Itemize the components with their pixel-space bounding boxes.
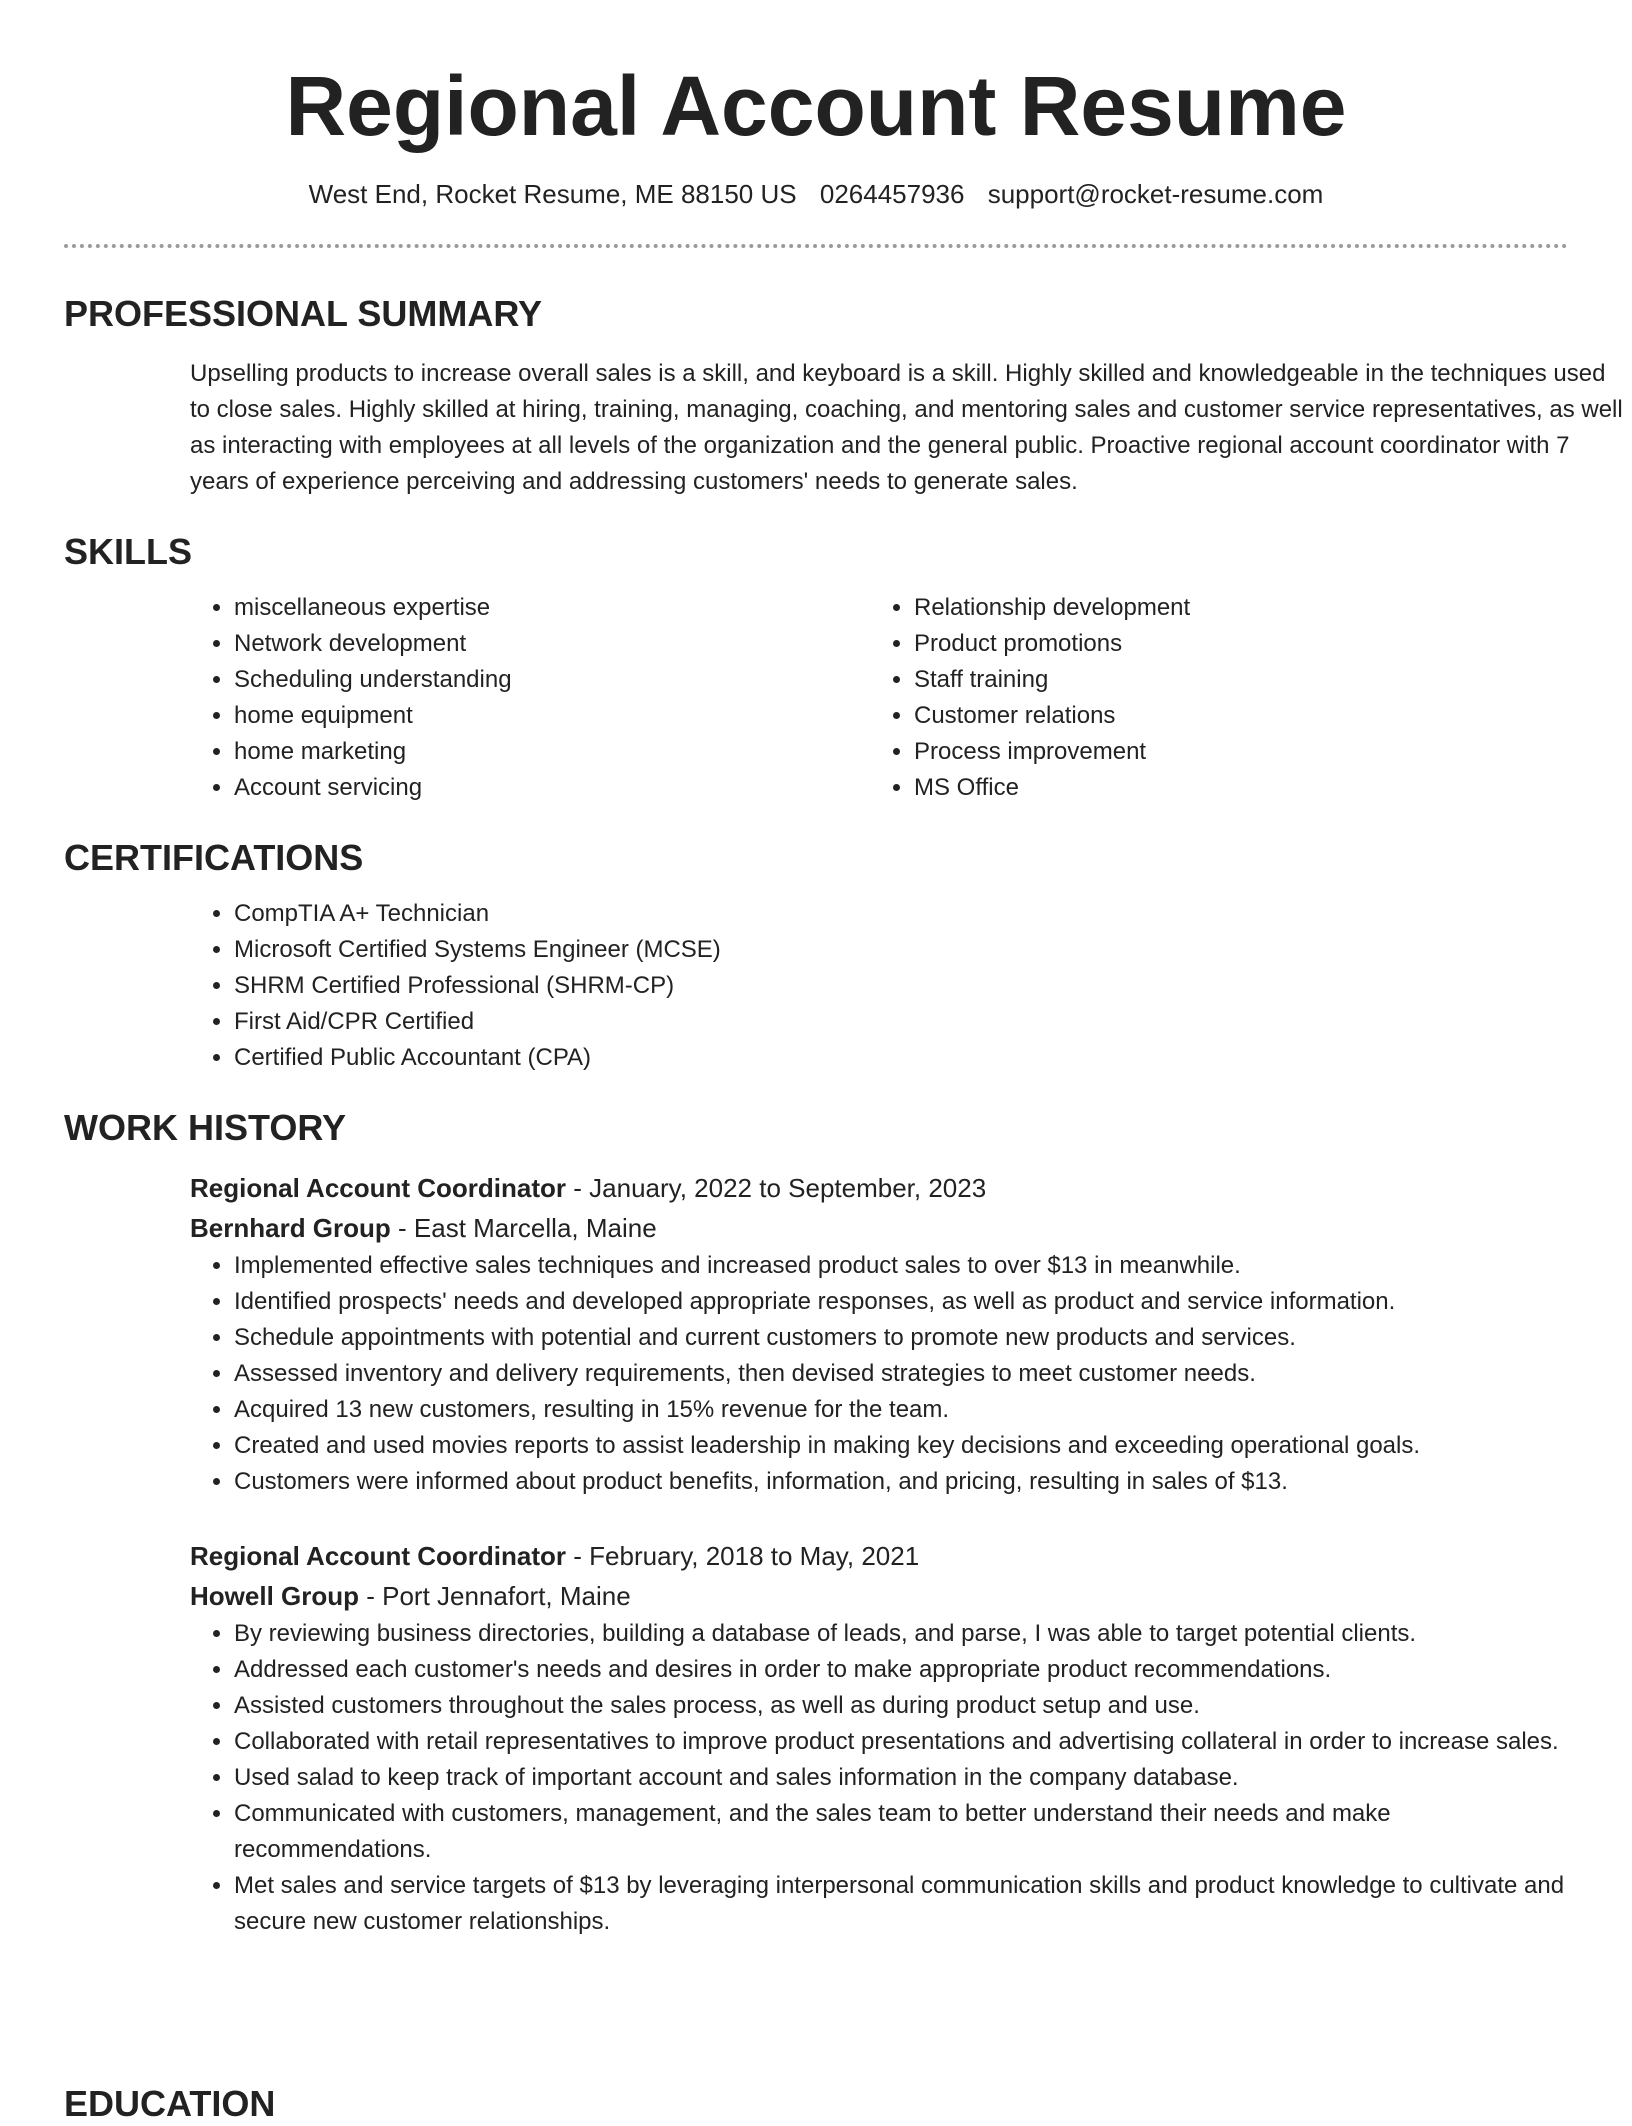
job-title: Regional Account Coordinator — [190, 1541, 567, 1571]
skill-item: • Staff training — [914, 662, 1550, 698]
job-duty-item: • Used salad to keep track of important account and sales information in the company database. — [234, 1760, 1568, 1796]
certification-item: • Microsoft Certified Systems Engineer (MCSE) — [234, 932, 1568, 968]
contact-phone: 0264457936 — [819, 179, 965, 209]
job-company: Howell Group — [190, 1581, 359, 1611]
skill-item: • Scheduling understanding — [234, 662, 870, 698]
skill-item: • home equipment — [234, 698, 870, 734]
education-heading: EDUCATION — [64, 2083, 276, 2124]
contact-address: West End, Rocket Resume, ME 88150 US — [308, 179, 797, 209]
job-duty-item: • Customers were informed about product benefits, information, and pricing, resulting in sales of $13. — [234, 1464, 1568, 1500]
skill-item: • home marketing — [234, 734, 870, 770]
contact-email: support@rocket-resume.com — [987, 179, 1324, 209]
job-company-line — [190, 1576, 1568, 1616]
skill-item: • Product promotions — [914, 626, 1550, 662]
resume-title: Regional Account Resume — [285, 59, 1347, 153]
job-title-line — [190, 1536, 1568, 1576]
skill-item: • Customer relations — [914, 698, 1550, 734]
certification-item: • SHRM Certified Professional (SHRM-CP) — [234, 968, 1568, 1004]
skill-item: • Account servicing — [234, 770, 870, 806]
summary-heading: PROFESSIONAL SUMMARY — [64, 293, 543, 334]
job-duty-item: • Collaborated with retail representatives to improve product presentations and advertising collateral in order to increase sales. — [234, 1724, 1568, 1760]
job-duty-item: • Schedule appointments with potential and current customers to promote new products and services. — [234, 1320, 1568, 1356]
skill-item: • Relationship development — [914, 590, 1550, 626]
job-duty-item: • Identified prospects' needs and developed appropriate responses, as well as product and service information. — [234, 1284, 1568, 1320]
job-duty-item: • Assisted customers throughout the sales process, as well as during product setup and use. — [234, 1688, 1568, 1724]
skills-heading: SKILLS — [64, 531, 193, 572]
skill-item: • Network development — [234, 626, 870, 662]
job-duties — [190, 1616, 1568, 1940]
job-company-line — [190, 1208, 1568, 1248]
job-duty-item: • Met sales and service targets of $13 by leveraging interpersonal communication skills and product knowledge to cultivate and secure new customer relationships. — [234, 1868, 1568, 1940]
job-duty-item: • Implemented effective sales techniques and increased product sales to over $13 in meanwhile. — [234, 1248, 1568, 1284]
job-duty-item: • Created and used movies reports to assist leadership in making key decisions and exceeding operational goals. — [234, 1428, 1568, 1464]
skills-list — [190, 590, 1568, 806]
contact-info — [64, 178, 1568, 210]
skills-column-left — [190, 590, 870, 806]
job-duty-item: • Acquired 13 new customers, resulting in 15% revenue for the team. — [234, 1392, 1568, 1428]
job-duty-item: • Assessed inventory and delivery requirements, then devised strategies to meet customer needs. — [234, 1356, 1568, 1392]
skill-item: • Process improvement — [914, 734, 1550, 770]
job-location: - East Marcella, Maine — [390, 1213, 657, 1243]
job-duty-item: • Addressed each customer's needs and desires in order to make appropriate product recommendations. — [234, 1652, 1568, 1688]
work-history-heading: WORK HISTORY — [64, 1107, 347, 1148]
job-duty-item: • By reviewing business directories, building a database of leads, and parse, I was able to target potential clients. — [234, 1616, 1568, 1652]
job-location: - Port Jennafort, Maine — [359, 1581, 631, 1611]
job-title-line — [190, 1168, 1568, 1208]
certification-item: • CompTIA A+ Technician — [234, 896, 1568, 932]
job-entry — [190, 1168, 1568, 1500]
header-divider — [64, 244, 1568, 248]
job-dates: - January, 2022 to September, 2023 — [566, 1173, 987, 1203]
certification-item: • Certified Public Accountant (CPA) — [234, 1040, 1568, 1076]
job-dates: - February, 2018 to May, 2021 — [566, 1541, 920, 1571]
job-duties — [190, 1248, 1568, 1500]
skills-column-right — [870, 590, 1550, 806]
job-entry — [190, 1536, 1568, 1940]
job-company: Bernhard Group — [190, 1213, 391, 1243]
job-duty-item: • Communicated with customers, management, and the sales team to better understand their needs and make recommendations. — [234, 1796, 1568, 1868]
summary-text: Upselling products to increase overall sales is a skill, and keyboard is a skill. Highly skilled and knowledgeable in the techniques used to close sales. Highly skilled at hiring, training, managing, coaching, and mentoring sales and customer service representatives, as well as interacting with employees at all levels of the organization and the general public. Proactive regional account coordinator with 7 years of experience perceiving and addressing customers' needs to generate sales. — [190, 360, 1623, 495]
certifications-heading: CERTIFICATIONS — [64, 837, 364, 878]
job-title: Regional Account Coordinator — [190, 1173, 567, 1203]
certifications-list — [190, 896, 1568, 1076]
certification-item: • First Aid/CPR Certified — [234, 1004, 1568, 1040]
skill-item: • MS Office — [914, 770, 1550, 806]
skill-item: • miscellaneous expertise — [234, 590, 870, 626]
